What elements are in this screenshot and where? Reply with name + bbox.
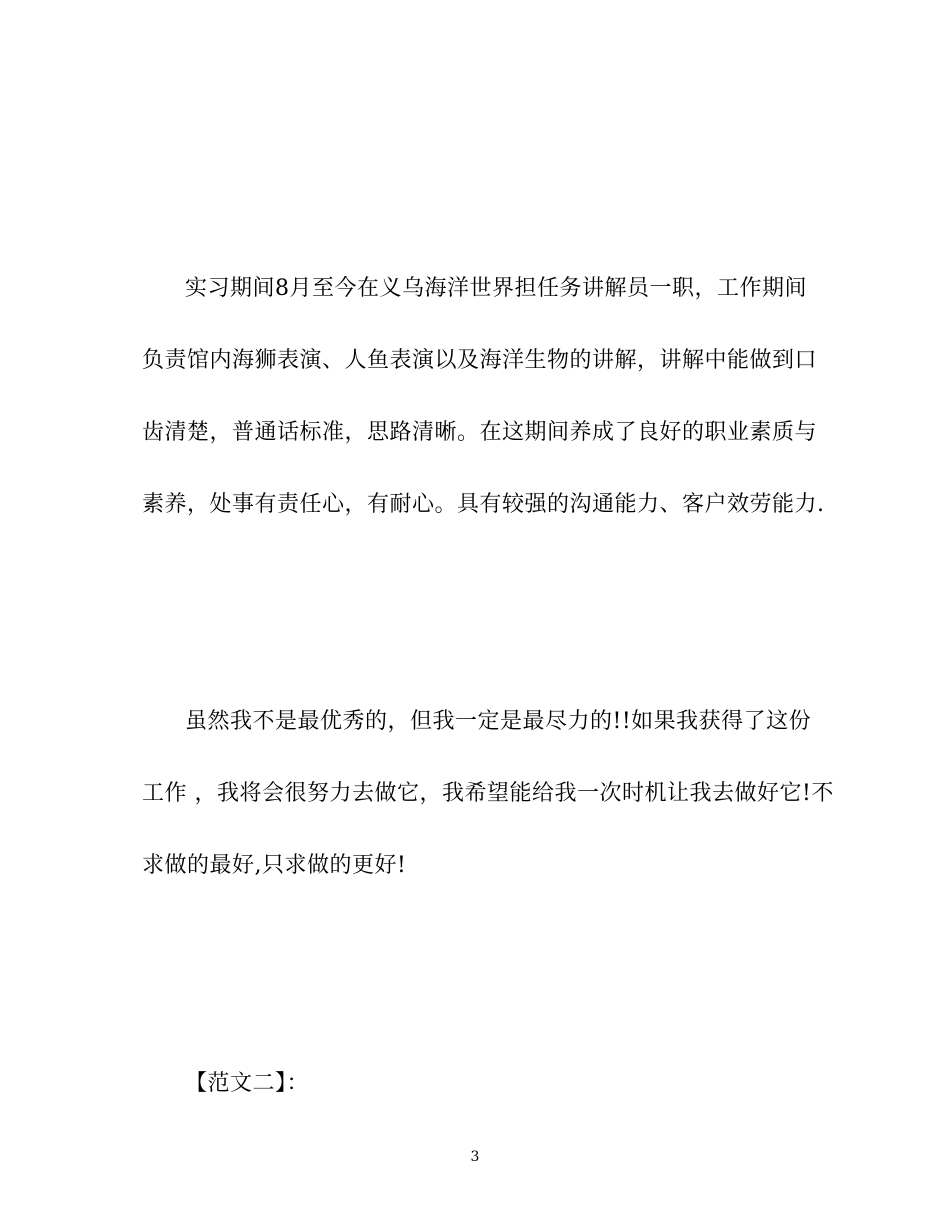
paragraph-2-line-1: 虽然我不是最优秀的，但我一定是最尽力的!!如果我获得了这份 <box>185 709 812 734</box>
paragraph-1-line-3: 齿清楚，普通话标准，思路清晰。在这期间养成了良好的职业素质与 <box>142 420 818 445</box>
paragraph-2-line-2: 工作 ，我将会很努力去做它，我希望能给我一次时机让我去做好它!不 <box>142 781 834 806</box>
page-number: 3 <box>470 1149 480 1165</box>
paragraph-1-line-2: 负责馆内海狮表演、人鱼表演以及海洋生物的讲解，讲解中能做到口 <box>142 348 818 373</box>
paragraph-2-line-3: 求做的最好,只求做的更好! <box>142 853 407 878</box>
paragraph-1-line-4: 素养，处事有责任心，有耐心。具有较强的沟通能力、客户效劳能力. <box>142 492 825 517</box>
section-heading: 【范文二】： <box>185 1071 310 1096</box>
paragraph-1-line-1: 实习期间8月至今在义乌海洋世界担任务讲解员一职，工作期间 <box>185 276 807 301</box>
